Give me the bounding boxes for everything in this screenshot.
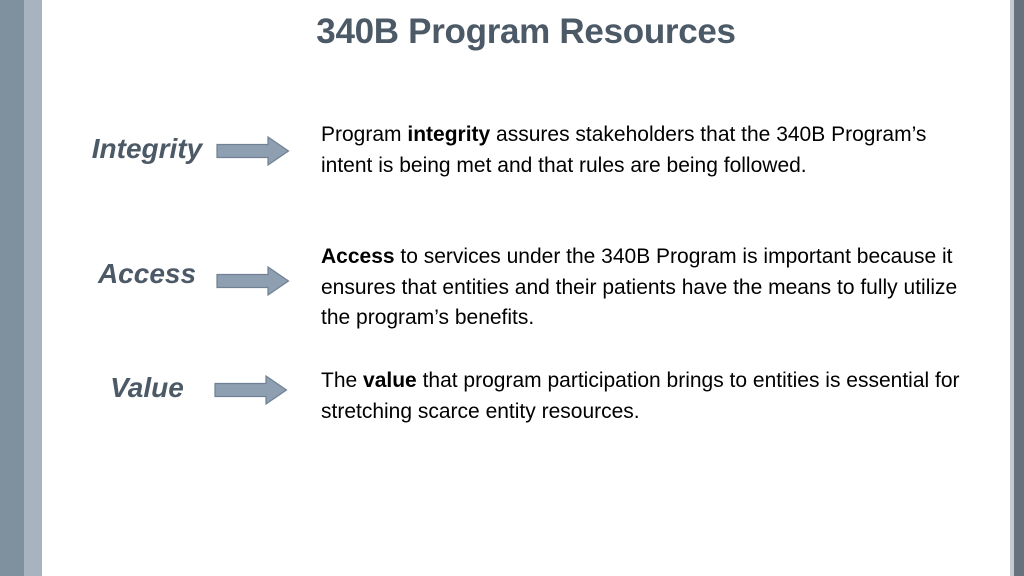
description-value-post: that program participation brings to entities is essential for stretching scarce entity resources. bbox=[321, 369, 960, 423]
slide-title: 340B Program Resources bbox=[316, 12, 736, 51]
right-arrow-icon bbox=[216, 266, 290, 296]
description-access bbox=[321, 242, 961, 334]
description-value bbox=[321, 366, 961, 427]
left-sidebar-dark-band bbox=[0, 0, 24, 576]
description-integrity-post: assures stakeholders that the 340B Program’s intent is being met and that rules are being followed. bbox=[321, 123, 927, 177]
right-edge-dark-band bbox=[1014, 0, 1024, 576]
description-value-pre: The bbox=[321, 369, 364, 392]
description-value-keyword: value bbox=[363, 369, 417, 392]
right-arrow-icon bbox=[214, 375, 288, 405]
description-integrity-pre: Program bbox=[321, 123, 408, 146]
term-integrity: Integrity bbox=[91, 133, 203, 164]
left-sidebar-light-band bbox=[24, 0, 42, 576]
term-access: Access bbox=[97, 258, 197, 289]
term-value: Value bbox=[110, 372, 184, 403]
description-access-post: to services under the 340B Program is important because it ensures that entities and their patients have the means to fully utilize the program’s benefits. bbox=[321, 245, 958, 329]
description-integrity bbox=[321, 120, 961, 181]
description-integrity-keyword: integrity bbox=[407, 123, 491, 146]
right-arrow-icon bbox=[216, 136, 290, 166]
description-access-keyword: Access bbox=[321, 245, 395, 268]
